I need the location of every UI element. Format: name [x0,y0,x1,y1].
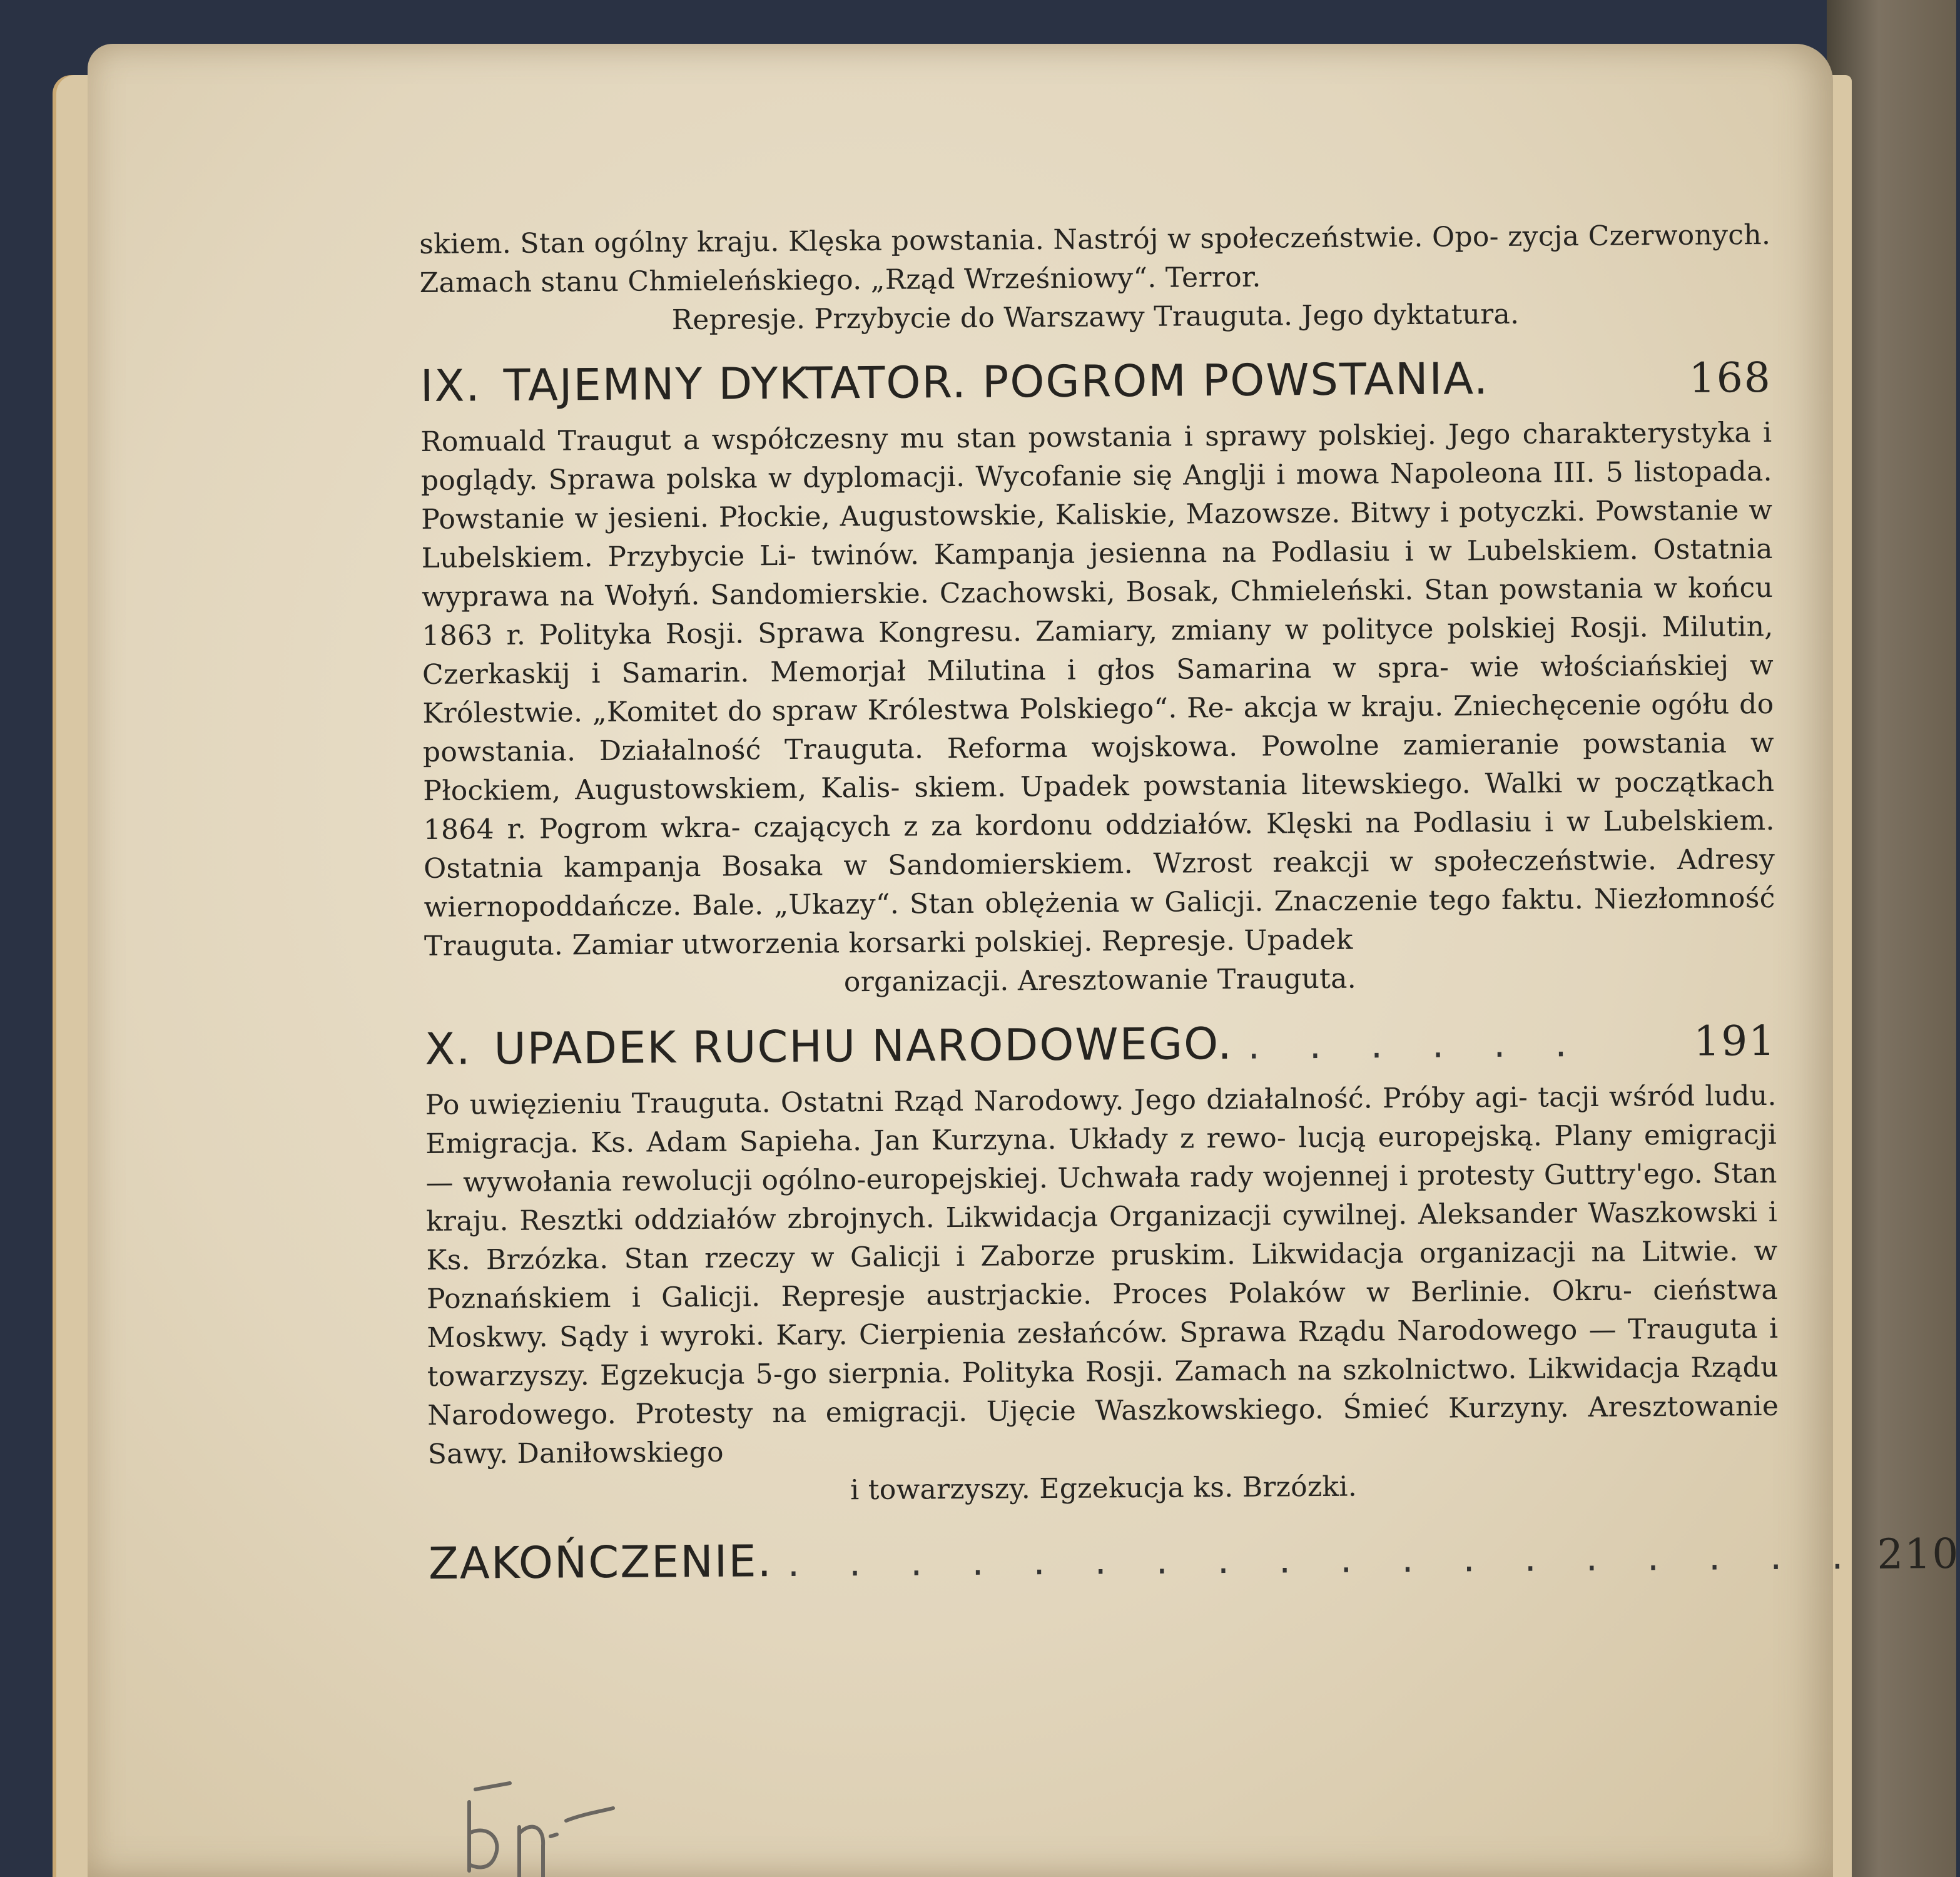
conclusion-heading [428,1529,1960,1589]
text-line: skiem. Upadek powstania litewskiego. Walki w początkach 1864 r. Pogrom wkra- [423,765,1775,846]
text-line: Stan rzeczy w Galicji i Zaborze pruskim. Likwidacja organizacji na Litwie. [624,1235,1739,1275]
text-line: zbrojnych. Likwidacja Organizacji cywilnej. Aleksander Waszkowski i Ks. Brzózka. [426,1196,1778,1276]
conclusion-page-number: 210 [1877,1529,1960,1579]
text-line: twinów. Kampanja jesienna na Podlasiu i w Lubelskiem. Ostatnia wyprawa na [421,532,1773,613]
text-line: Kaliskie, Mazowsze. Bitwy i potyczki. Powstanie w Lubelskiem. Przybycie Li- [421,494,1773,574]
text-line: czających z za kordonu oddziałów. Klęski na Podlasiu i w Lubelskiem. Ostatnia [424,804,1775,885]
text-line: Po uwięzieniu Trauguta. Ostatni Rząd Narodowy. Jego działalność. Próby agi- [425,1081,1528,1121]
text-line: i towarzyszy. Egzekucja ks. Brzózki. [850,1470,1358,1507]
text-line: Uchwała rady wojennej i protesty Guttry'ego. Stan kraju. Resztki oddziałów [425,1157,1777,1238]
chapter-ix-summary [420,414,1775,1005]
text-line: wie włościańskiej w Królestwie. „Komitet do spraw Królestwa Polskiego“. Re- [422,649,1774,730]
text-line: zycja Czerwonych. Zamach stanu Chmieleńskiego. „Rząd Wrześniowy“. Terror. [419,218,1771,299]
text-line: skiem. Stan ogólny kraju. Klęska powstania. Nastrój w społeczeństwie. Opo- [419,220,1500,260]
chapter-title: TAJEMNY DYKTATOR. POGROM POWSTANIA. [503,353,1490,412]
chapter-page-number: 191 [1693,1016,1777,1066]
chapter-ix-heading [420,351,1772,412]
table-of-contents [419,216,1960,1600]
leader-dots: . . . . . . . . . . . . . . . . . . [787,1534,1862,1585]
text-line: charakterystyka i poglądy. Sprawa polska w dyplomacji. Wycofanie się Anglji [420,416,1772,497]
text-line: Zamach na szkolnictwo. Likwidacja Rządu Narodowego. Protesty na emigracji. [427,1351,1779,1432]
text-line: w Poznańskiem i Galicji. Represje austrjackie. Proces Polaków w Berlinie. Okru- [426,1234,1778,1315]
chapter-x-heading [425,1014,1777,1075]
text-line: Rosji. Milutin, Czerkaskij i Samarin. Memorjał Milutina i głos Samarina w spra- [422,610,1774,691]
text-line: akcja w kraju. Zniechęcenie ogółu do powstania. Działalność Trauguta. Reforma [422,688,1774,768]
text-line: Represje. Przybycie do Warszawy Trauguta. Jego dyktatura. [671,298,1520,337]
text-line: wojskowa. Powolne zamieranie powstania w Płockiem, Augustowskiem, Kalis- [423,726,1774,807]
text-line: i mowa Napoleona III. 5 listopada. Powstanie w jesieni. Płockie, Augustowskie, [421,455,1772,536]
leader-dots: . . . . . . [1247,1022,1586,1068]
chapter-title: UPADEK RUCHU NARODOWEGO. [494,1017,1233,1075]
text-line: kampanja Bosaka w Sandomierskiem. Wzrost reakcji w społeczeństwie. Adresy [563,843,1775,884]
chapter-number: X. [424,1023,472,1075]
text-line: Romuald Traugut a współczesny mu stan powstania i sprawy polskiej. Jego [420,418,1511,458]
text-line: Niezłomność Trauguta. Zamiar utworzenia korsarki polskiej. Represje. Upadek [424,882,1775,962]
chapter-page-number: 168 [1688,353,1772,402]
chapter-number: IX. [420,360,481,412]
chapter-viii-summary-tail [419,216,1771,342]
chapter-x-summary [425,1077,1780,1513]
text-line: Wołyń. Sandomierskie. Czachowski, Bosak, Chmieleński. Stan powstania w końcu [604,571,1774,612]
text-line: organizacji. Aresztowanie Trauguta. [843,962,1357,999]
handwritten-pencil-note [450,1777,688,1877]
text-line: wiernopoddańcze. Bale. „Ukazy“. Stan oblężenia w Galicji. Znaczenie tego faktu. [424,883,1584,923]
text-line: lucją europejską. Plany emigracji — wywołania rewolucji ogólno-europejskiej. [425,1118,1777,1199]
text-line: Narodowego — Trauguta i towarzyszy. Egzekucja 5-go sierpnia. Polityka Rosji. [427,1312,1779,1393]
text-line: 1863 r. Polityka Rosji. Sprawa Kongresu. Zamiary, zmiany w polityce polskiej [422,612,1556,652]
text-line: tacji wśród ludu. Emigracja. Ks. Adam Sapieha. Jan Kurzyna. Układy z rewo- [425,1079,1777,1160]
conclusion-title: ZAKOŃCZENIE. [428,1535,773,1589]
text-line: cieństwa Moskwy. Sądy i wyroki. Kary. Cierpienia zesłańców. Sprawa Rządu [427,1273,1779,1354]
text-line: Ujęcie Waszkowskiego. Śmieć Kurzyny. Aresztowanie Sawy. Daniłowskiego [427,1390,1779,1470]
